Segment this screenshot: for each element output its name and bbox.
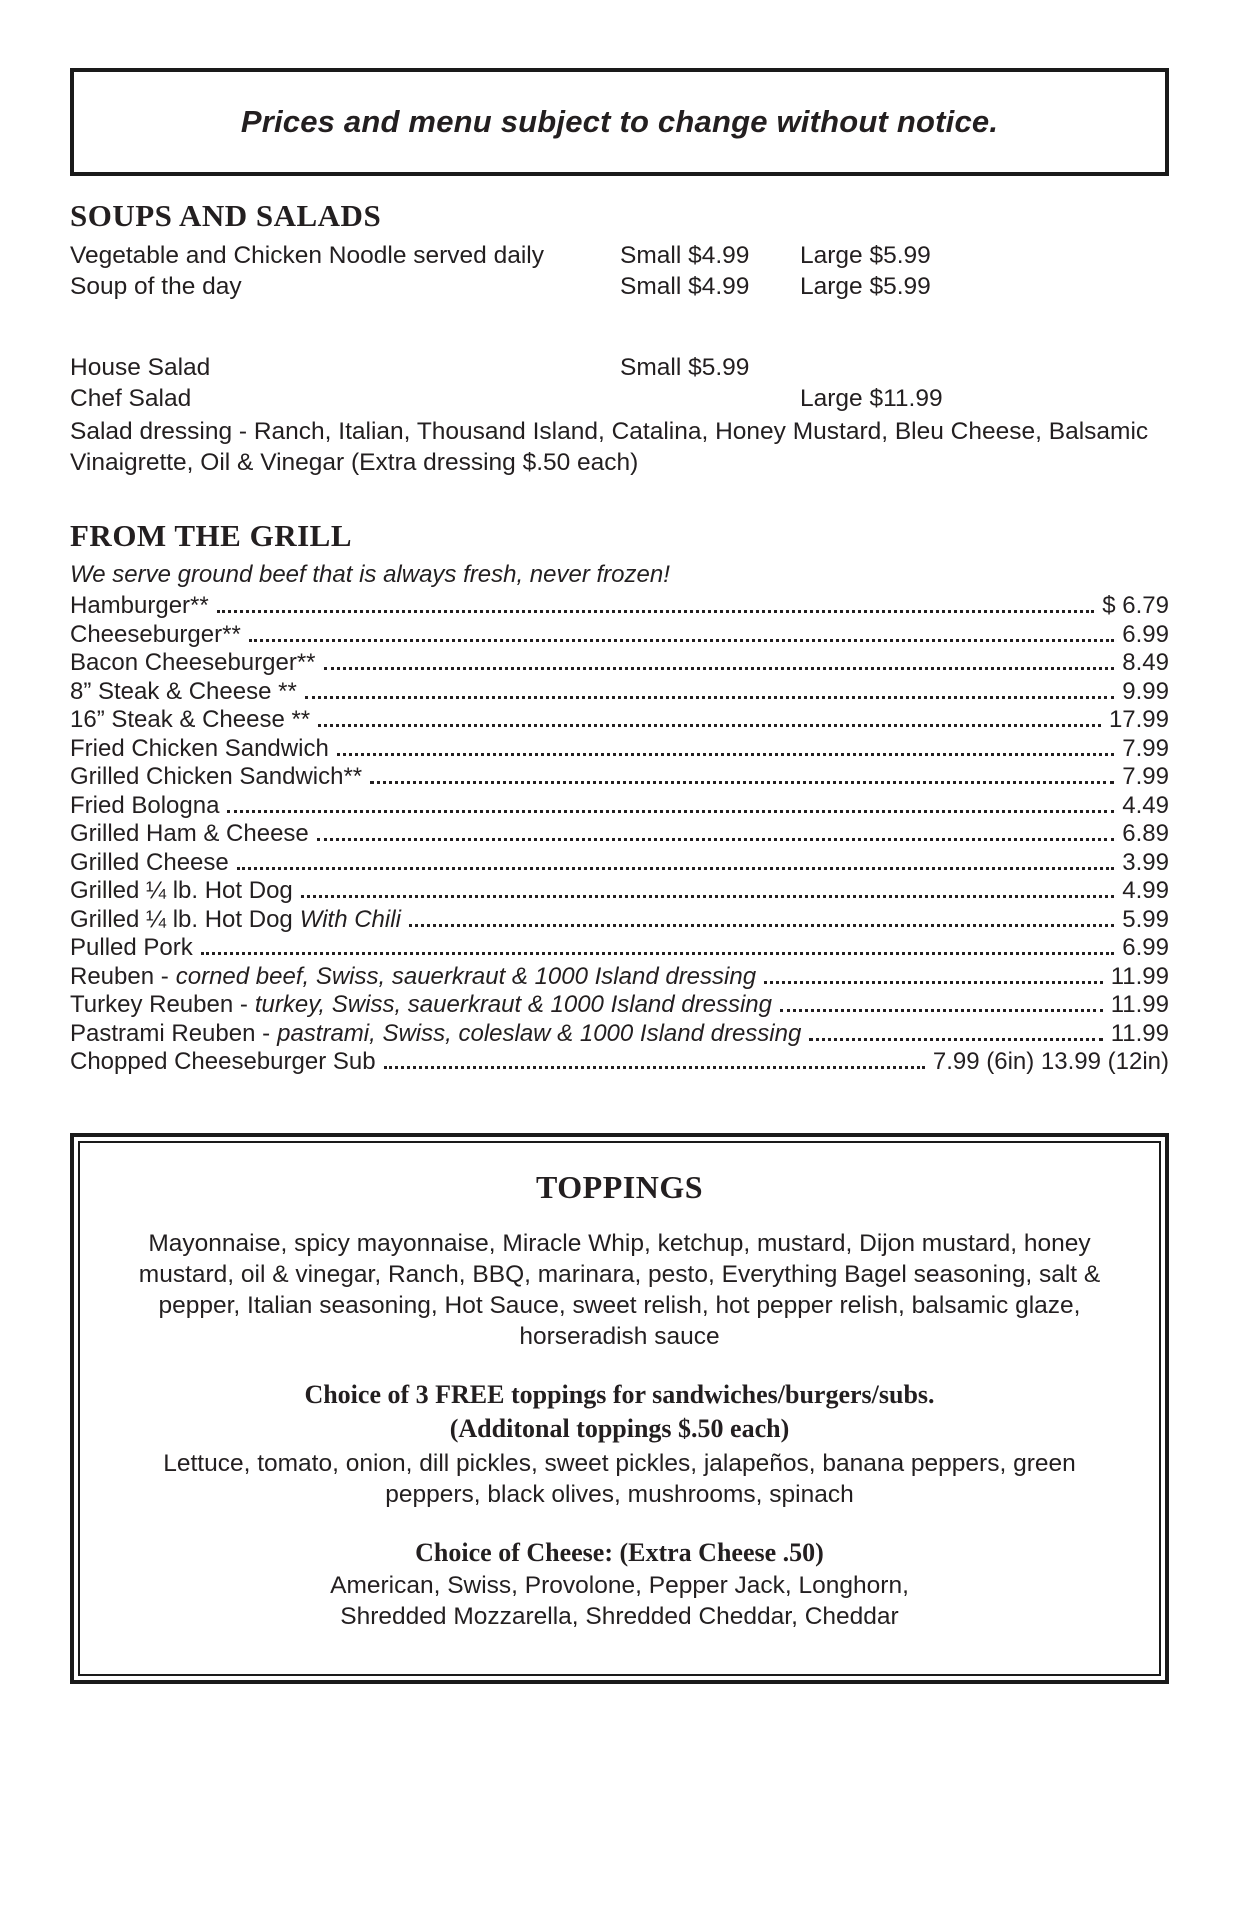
menu-item <box>70 649 1169 678</box>
menu-item-name: Cheeseburger** <box>70 620 241 648</box>
dot-leader <box>201 952 1115 955</box>
menu-item <box>70 1020 1169 1049</box>
menu-item <box>70 792 1169 821</box>
dot-leader <box>409 924 1114 927</box>
soups-title: SOUPS AND SALADS <box>70 198 382 233</box>
menu-item <box>70 820 1169 849</box>
menu-item <box>70 906 1169 935</box>
soup-price-large <box>800 352 1169 383</box>
menu-item <box>70 763 1169 792</box>
menu-item-name: Grilled Cheese <box>70 848 229 876</box>
cheese-list-line-2: Shredded Mozzarella, Shredded Cheddar, Cheddar <box>340 1602 899 1630</box>
soup-price-large: Large $5.99 <box>800 273 931 300</box>
section-soups <box>70 198 1169 478</box>
soup-price-small: Small $5.99 <box>620 354 750 381</box>
menu-item <box>70 877 1169 906</box>
soup-name: Chef Salad <box>70 385 192 412</box>
menu-item <box>70 678 1169 707</box>
menu-item-price: $ 6.79 <box>1102 592 1169 619</box>
menu-item-price: 17.99 <box>1108 706 1169 733</box>
menu-item <box>70 621 1169 650</box>
menu-item-detail: pastrami, Swiss, coleslaw & 1000 Island dressing <box>277 1019 802 1047</box>
menu-item <box>70 849 1169 878</box>
menu-item-name: Fried Bologna <box>70 791 220 819</box>
menu-item-name: Grilled ¼ lb. Hot Dog <box>70 877 293 904</box>
soup-name: House Salad <box>70 354 211 381</box>
toppings-box <box>70 1133 1169 1684</box>
menu-item-name: Reuben - <box>70 962 169 990</box>
menu-item <box>70 1048 1169 1077</box>
dot-leader <box>764 981 1103 984</box>
menu-item-name: Grilled Chicken Sandwich** <box>70 763 363 790</box>
menu-item-price: 11.99 <box>1110 962 1169 990</box>
toppings-list: Mayonnaise, spicy mayonnaise, Miracle Whip, ketchup, mustard, Dijon mustard, honey mustard, oil & vinegar, Ranch, BBQ, marinara, pesto, Everything Bagel seasoning, salt & pepper, Italian seasoning, Hot Sauce, sweet relish, hot pepper relish, balsamic glaze, horseradish sauce <box>138 1229 1101 1350</box>
menu-item-name: Grilled Ham & Cheese <box>70 820 309 847</box>
menu-item-price: 5.99 <box>1122 905 1169 933</box>
soup-price-large: Large $11.99 <box>800 385 943 412</box>
dot-leader <box>249 639 1115 642</box>
dot-leader <box>780 1009 1103 1012</box>
menu-item-price: 3.99 <box>1122 848 1169 876</box>
menu-item-price: 7.99 (6in) 13.99 (12in) <box>932 1048 1169 1075</box>
menu-item-price: 11.99 <box>1110 1019 1169 1047</box>
menu-item-price: 4.99 <box>1122 877 1169 904</box>
menu-item-name: Pastrami Reuben - <box>70 1019 271 1047</box>
dot-leader <box>384 1066 925 1069</box>
dot-leader <box>237 867 1115 870</box>
menu-item <box>70 963 1169 992</box>
soup-price-small: Small $4.99 <box>620 242 750 269</box>
soup-price-small: Small $4.99 <box>620 273 750 300</box>
free-toppings-heading: Choice of 3 FREE toppings for sandwiches/burgers/subs. <box>304 1379 935 1409</box>
menu-item-detail: With Chili <box>299 905 401 933</box>
menu-item-price: 7.99 <box>1122 734 1169 762</box>
cheese-choice-heading: Choice of Cheese: (Extra Cheese .50) <box>415 1537 824 1567</box>
dot-leader <box>370 781 1114 784</box>
grill-title: FROM THE GRILL <box>70 518 353 553</box>
grill-tagline: We serve ground beef that is always fresh, never frozen! <box>70 561 670 588</box>
toppings-title: TOPPINGS <box>536 1168 703 1205</box>
menu-item <box>70 934 1169 963</box>
dot-leader <box>305 696 1114 699</box>
menu-item-price: 8.49 <box>1122 649 1169 676</box>
dot-leader <box>217 610 1095 613</box>
salad-dressing-note: Salad dressing - Ranch, Italian, Thousand Island, Catalina, Honey Mustard, Bleu Cheese, Balsamic Vinaigrette, Oil & Vinegar (Extra dressing $.50 each) <box>70 418 1149 476</box>
soup-name: Vegetable and Chicken Noodle served daily <box>70 242 544 269</box>
menu-item <box>70 735 1169 764</box>
cheese-list-line-1: American, Swiss, Provolone, Pepper Jack, Longhorn, <box>330 1571 909 1599</box>
soup-row <box>70 271 1169 302</box>
menu-item-price: 6.89 <box>1122 820 1169 847</box>
menu-item <box>70 706 1169 735</box>
notice-text: Prices and menu subject to change without notice. <box>240 104 999 139</box>
soup-row <box>70 240 1169 271</box>
menu-item-name: 8” Steak & Cheese ** <box>70 677 297 705</box>
soup-row <box>70 383 1169 414</box>
menu-item-name: Fried Chicken Sandwich <box>70 734 329 762</box>
free-toppings-list: Lettuce, tomato, onion, dill pickles, sweet pickles, jalapeños, banana peppers, green peppers, black olives, mushrooms, spinach <box>163 1449 1076 1508</box>
menu-item-name: Turkey Reuben - <box>70 991 248 1018</box>
menu-item-detail: corned beef, Swiss, sauerkraut & 1000 Island dressing <box>175 962 757 990</box>
menu-item-name: Pulled Pork <box>70 934 193 961</box>
menu-item-price: 11.99 <box>1110 991 1169 1018</box>
dot-leader <box>337 753 1114 756</box>
toppings-box-inner <box>78 1141 1161 1676</box>
dot-leader <box>227 810 1114 813</box>
dot-leader <box>317 838 1115 841</box>
menu-item <box>70 592 1169 621</box>
additional-toppings-note: (Additonal toppings $.50 each) <box>449 1413 790 1443</box>
menu-item-price: 6.99 <box>1122 934 1169 961</box>
menu-item-price: 4.49 <box>1122 791 1169 819</box>
spacer <box>70 302 1169 352</box>
dot-leader <box>318 724 1101 727</box>
dot-leader <box>809 1038 1102 1041</box>
menu-item-price: 7.99 <box>1122 763 1169 790</box>
soup-price-small <box>620 383 800 414</box>
menu-item-price: 6.99 <box>1122 620 1169 648</box>
menu-item-name: Grilled ¼ lb. Hot Dog <box>70 905 293 933</box>
menu-item <box>70 991 1169 1020</box>
notice-box <box>70 68 1169 176</box>
dot-leader <box>324 667 1115 670</box>
soup-name: Soup of the day <box>70 273 242 300</box>
menu-item-detail: turkey, Swiss, sauerkraut & 1000 Island dressing <box>254 991 772 1018</box>
soup-price-large: Large $5.99 <box>800 242 931 269</box>
menu-item-price: 9.99 <box>1122 677 1169 705</box>
menu-item-name: Chopped Cheeseburger Sub <box>70 1048 376 1075</box>
dot-leader <box>301 895 1115 898</box>
menu-item-name: Hamburger** <box>70 592 209 619</box>
menu-item-name: 16” Steak & Cheese ** <box>70 706 311 733</box>
menu-item-name: Bacon Cheeseburger** <box>70 649 316 676</box>
section-grill <box>70 518 1169 1077</box>
soup-row <box>70 352 1169 383</box>
